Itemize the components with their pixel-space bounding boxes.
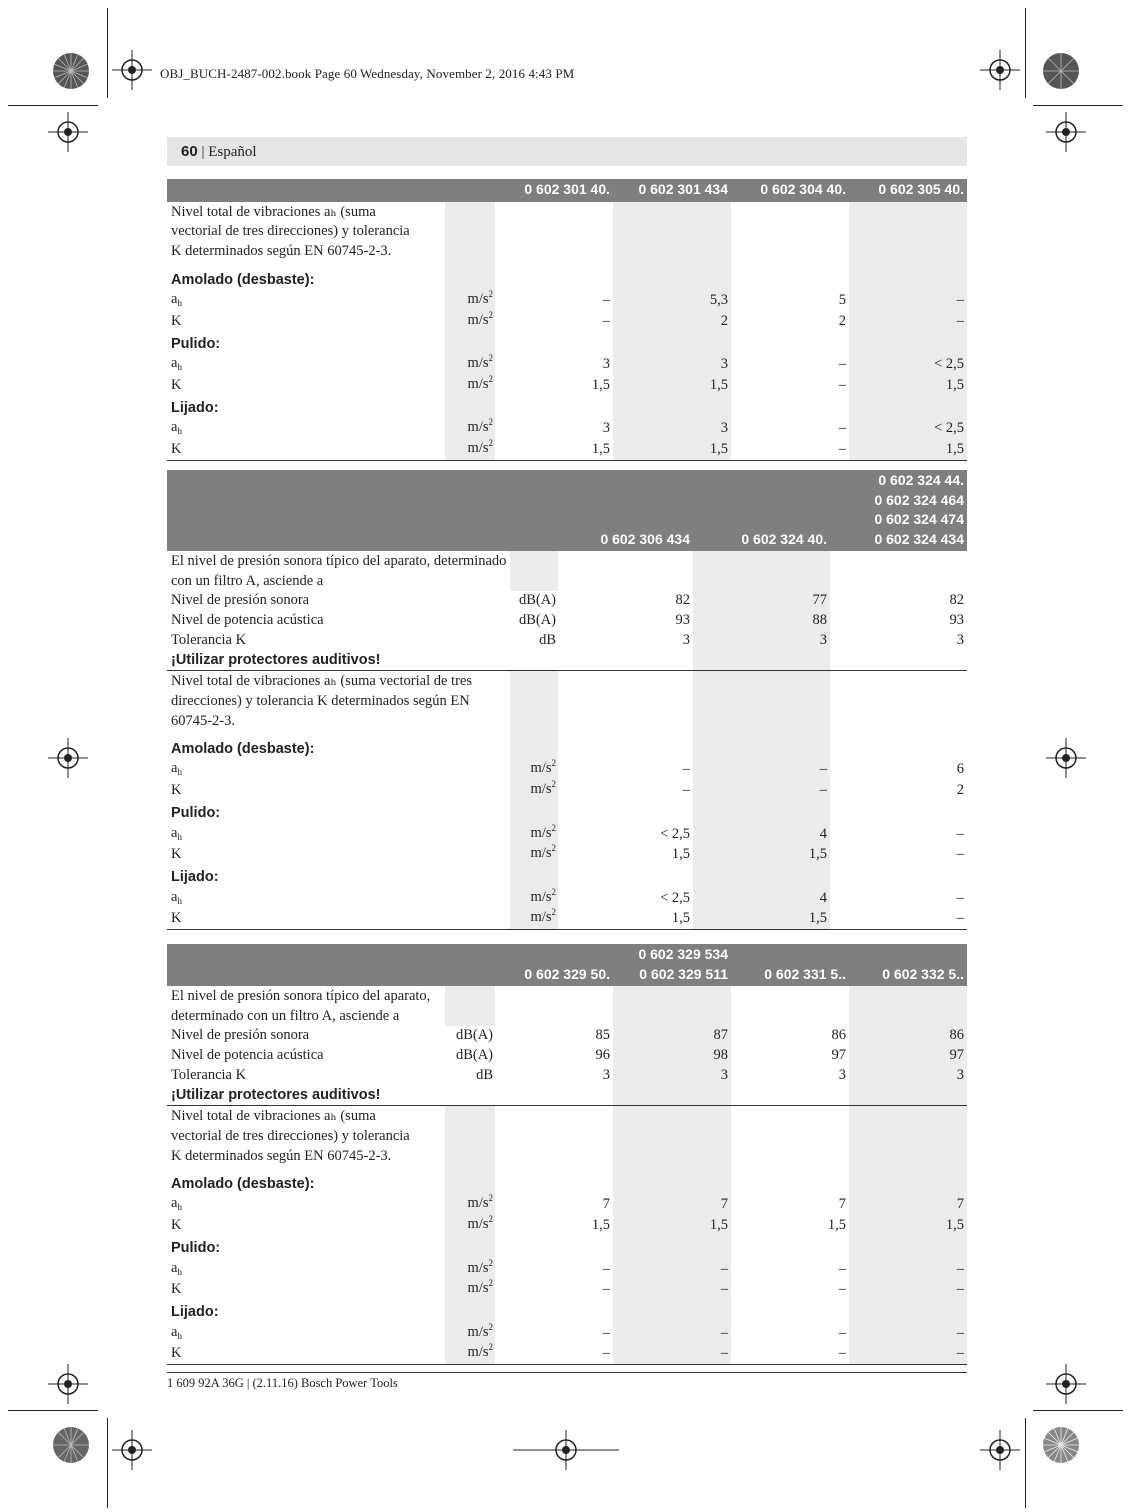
- value-cell: –: [602, 312, 610, 329]
- value-cell: –: [682, 761, 690, 778]
- value-cell: –: [838, 377, 846, 394]
- value-cell: 2: [956, 782, 964, 799]
- registration-mark-icon: [1046, 738, 1086, 778]
- column-header: 0 602 306 434: [558, 470, 693, 551]
- row-label: K: [167, 1343, 445, 1364]
- value-cell: 87: [613, 1026, 731, 1046]
- value-cell: –: [693, 759, 830, 780]
- value-cell: 2: [838, 312, 846, 329]
- column-header: 0 602 301 40.: [495, 179, 613, 202]
- value-cell: 86: [849, 1026, 967, 1046]
- value-cell: 1,5: [827, 1217, 846, 1234]
- value-cell: 7: [838, 1196, 846, 1213]
- value-cell: 1,5: [613, 439, 731, 460]
- unit-cell: $m/s^2$: [445, 311, 495, 332]
- table-row: [167, 1259, 967, 1280]
- value-cell: 5,3: [613, 290, 731, 311]
- table-row: [167, 202, 967, 268]
- row-label: K: [171, 377, 182, 394]
- starburst-mark-icon: [52, 52, 90, 90]
- table-row: [167, 418, 967, 439]
- value-cell: 98: [613, 1046, 731, 1066]
- crop-line: [8, 1410, 98, 1411]
- section-label: Amolado (desbaste):: [171, 1175, 315, 1192]
- value-cell: –: [613, 1279, 731, 1300]
- value-cell: 1,5: [849, 439, 967, 460]
- section-label: Amolado (desbaste):: [171, 740, 315, 757]
- value-cell: –: [495, 1343, 613, 1364]
- crop-line: [1025, 8, 1026, 98]
- unit-cell: $m/s^2$: [510, 759, 558, 780]
- row-label: $a_h$: [171, 1323, 182, 1341]
- value-cell: –: [602, 1281, 610, 1298]
- spec-table-1: [167, 179, 967, 461]
- value-cell: –: [849, 1279, 967, 1300]
- registration-mark-icon: [980, 50, 1020, 90]
- unit-cell: $m/s^2$: [510, 888, 558, 909]
- value-cell: –: [849, 311, 967, 332]
- table-header-row: [167, 179, 967, 202]
- value-cell: –: [849, 1259, 967, 1280]
- row-label: Tolerancia K: [171, 1066, 247, 1083]
- value-cell: 3: [956, 631, 964, 648]
- column-header: 0 602 329 50.: [495, 944, 613, 986]
- value-cell: 1,5: [495, 439, 613, 460]
- row-label: Nivel de potencia acústica: [171, 612, 324, 629]
- value-cell: 85: [595, 1027, 610, 1044]
- value-cell: 88: [693, 611, 830, 631]
- table-row: [167, 671, 967, 737]
- section-row: [167, 737, 967, 760]
- starburst-mark-icon: [1042, 1426, 1080, 1464]
- column-header: 0 602 301 434: [613, 179, 731, 202]
- crop-line: [1033, 105, 1123, 106]
- value-cell: 3: [693, 631, 830, 651]
- value-cell: < 2,5: [849, 418, 967, 439]
- column-header: 0 602 305 40.: [849, 179, 967, 202]
- registration-mark-icon: [48, 738, 88, 778]
- value-cell: 97: [831, 1047, 846, 1064]
- value-cell: –: [602, 1260, 610, 1277]
- value-cell: 97: [849, 1046, 967, 1066]
- value-cell: 3: [602, 1066, 610, 1083]
- unit-cell: $m/s^2$: [445, 354, 495, 375]
- registration-mark-icon: [1046, 1364, 1086, 1404]
- value-cell: 82: [949, 592, 964, 609]
- table-row: [167, 439, 967, 460]
- column-header: 0 602 331 5..: [731, 944, 849, 986]
- value-cell: –: [830, 908, 967, 929]
- row-label: $a_h$: [171, 355, 182, 373]
- row-label: Nivel de presión sonora: [171, 592, 310, 609]
- section-row: [167, 1172, 967, 1195]
- spec-table-2: [167, 470, 967, 930]
- ear-protection-warning: ¡Utilizar protectores auditivos!: [171, 1086, 381, 1103]
- section-label: Pulido:: [171, 335, 221, 352]
- section-row: [167, 396, 967, 419]
- table-row: [167, 290, 967, 311]
- value-cell: 3: [602, 356, 610, 373]
- value-cell: 5: [838, 292, 846, 309]
- vibration-description: Nivel total de vibraciones aₕ (suma vectorial de tres direcciones) y tolerancia K determinados según EN 60745-2-3.: [171, 203, 410, 259]
- table-row: [167, 1066, 967, 1086]
- table-row: [167, 651, 967, 671]
- value-cell: 1,5: [693, 908, 830, 929]
- column-header: 0 602 324 44. 0 602 324 464 0 602 324 474 0 602 324 434: [830, 470, 967, 551]
- value-cell: 1,5: [671, 846, 690, 863]
- header-language: Español: [208, 144, 257, 160]
- spec-table-3: [167, 944, 967, 1365]
- header-separator: |: [197, 144, 209, 160]
- crop-line: [1033, 1410, 1123, 1411]
- value-cell: 1,5: [613, 375, 731, 396]
- table-row: [167, 1026, 967, 1046]
- unit-cell: $m/s^2$: [445, 1194, 495, 1215]
- unit-cell: dB(A): [518, 592, 556, 609]
- registration-mark-icon: [980, 1430, 1020, 1470]
- value-cell: 3: [838, 1066, 846, 1083]
- section-row: [167, 1300, 967, 1323]
- value-cell: 3: [849, 1066, 967, 1086]
- registration-mark-icon: [112, 50, 152, 90]
- unit-cell: $m/s^2$: [510, 780, 558, 801]
- value-cell: 1,5: [591, 1217, 610, 1234]
- row-label: $a_h$: [171, 824, 182, 842]
- value-cell: –: [849, 1343, 967, 1364]
- value-cell: 1,5: [558, 908, 693, 929]
- row-label: Nivel de presión sonora: [171, 1027, 310, 1044]
- unit-cell: $m/s^2$: [510, 908, 558, 929]
- value-cell: 93: [675, 612, 690, 629]
- value-cell: 93: [949, 612, 964, 629]
- value-cell: 3: [682, 631, 690, 648]
- value-cell: 7: [613, 1194, 731, 1215]
- row-label: $a_h$: [171, 760, 182, 778]
- column-header: 0 602 324 40.: [693, 470, 830, 551]
- registration-mark-icon: [1046, 112, 1086, 152]
- table-row: [167, 986, 967, 1026]
- value-cell: –: [956, 889, 964, 906]
- row-label: Nivel de potencia acústica: [171, 1047, 324, 1064]
- value-cell: –: [731, 439, 849, 460]
- table-row: [167, 1323, 967, 1344]
- table-row: [167, 888, 967, 909]
- section-label: Amolado (desbaste):: [171, 271, 315, 288]
- noise-description: El nivel de presión sonora típico del aparato, determinado con un filtro A, asciende a: [171, 553, 507, 589]
- table-header-row: [167, 470, 967, 551]
- section-row: [167, 865, 967, 888]
- registration-mark-icon: [48, 112, 88, 152]
- unit-cell: $m/s^2$: [445, 1279, 495, 1300]
- table-row: [167, 591, 967, 611]
- unit-cell: $m/s^2$: [510, 824, 558, 845]
- value-cell: 1,5: [591, 377, 610, 394]
- value-cell: 7: [602, 1196, 610, 1213]
- value-cell: –: [838, 1324, 846, 1341]
- table-row: [167, 1215, 967, 1236]
- value-cell: –: [613, 1343, 731, 1364]
- value-cell: 7: [849, 1194, 967, 1215]
- unit-cell: $m/s^2$: [445, 1323, 495, 1344]
- table-row: [167, 844, 967, 865]
- page-number: 60: [181, 143, 198, 160]
- table-row: [167, 1106, 967, 1172]
- value-cell: 4: [693, 824, 830, 845]
- unit-cell: dB: [539, 631, 556, 648]
- value-cell: –: [731, 1343, 849, 1364]
- value-cell: –: [956, 846, 964, 863]
- unit-cell: $m/s^2$: [445, 439, 495, 460]
- value-cell: 3: [602, 420, 610, 437]
- value-cell: 82: [675, 592, 690, 609]
- unit-cell: dB(A): [455, 1047, 493, 1064]
- vibration-description: Nivel total de vibraciones aₕ (suma vectorial de tres direcciones) y tolerancia K determinados según EN 60745-2-3.: [167, 671, 510, 737]
- row-label: $a_h$: [171, 888, 182, 906]
- value-cell: 86: [831, 1027, 846, 1044]
- value-cell: 4: [693, 888, 830, 909]
- unit-cell: $m/s^2$: [510, 844, 558, 865]
- unit-cell: $m/s^2$: [445, 1259, 495, 1280]
- crop-line: [8, 105, 98, 106]
- page-footer: 1 609 92A 36G | (2.11.16) Bosch Power Tools: [167, 1372, 967, 1391]
- registration-mark-icon: [48, 1364, 88, 1404]
- value-cell: 1,5: [849, 1215, 967, 1236]
- table-row: [167, 611, 967, 631]
- row-label: $a_h$: [171, 419, 182, 437]
- crop-line: [107, 8, 108, 98]
- page-header: [167, 137, 967, 166]
- table-row: [167, 1086, 967, 1106]
- value-cell: 1,5: [849, 375, 967, 396]
- value-cell: –: [613, 1259, 731, 1280]
- section-label: Lijado:: [171, 399, 219, 416]
- section-label: Lijado:: [171, 868, 219, 885]
- section-label: Pulido:: [171, 804, 221, 821]
- unit-cell: $m/s^2$: [445, 1343, 495, 1364]
- value-cell: –: [838, 1260, 846, 1277]
- row-label: K: [167, 439, 445, 460]
- row-label: K: [171, 1281, 182, 1298]
- table-row: [167, 354, 967, 375]
- row-label: K: [167, 908, 510, 929]
- vibration-description: Nivel total de vibraciones aₕ (suma vectorial de tres direcciones) y tolerancia K determinados según EN 60745-2-3.: [167, 1106, 445, 1172]
- value-cell: –: [838, 356, 846, 373]
- crop-line: [1025, 1418, 1026, 1508]
- section-row: [167, 268, 967, 291]
- crop-line: [107, 1418, 108, 1508]
- value-cell: –: [956, 825, 964, 842]
- value-cell: –: [693, 780, 830, 801]
- unit-cell: dB: [476, 1066, 493, 1083]
- table-row: [167, 908, 967, 929]
- table-row: [167, 551, 967, 591]
- section-row: [167, 1236, 967, 1259]
- row-label: Tolerancia K: [171, 631, 247, 648]
- value-cell: 3: [613, 354, 731, 375]
- column-header: 0 602 332 5..: [849, 944, 967, 986]
- value-cell: 3: [613, 1066, 731, 1086]
- unit-cell: $m/s^2$: [445, 290, 495, 311]
- value-cell: 6: [956, 761, 964, 778]
- value-cell: –: [682, 782, 690, 799]
- table-row: [167, 824, 967, 845]
- section-row: [167, 801, 967, 824]
- value-cell: 96: [595, 1047, 610, 1064]
- section-label: Pulido:: [171, 1239, 221, 1256]
- row-label: K: [171, 846, 182, 863]
- table-row: [167, 311, 967, 332]
- registration-mark-icon: [112, 1430, 152, 1470]
- table-row: [167, 1279, 967, 1300]
- row-label: K: [171, 1217, 182, 1234]
- unit-cell: $m/s^2$: [445, 375, 495, 396]
- value-cell: 1,5: [613, 1215, 731, 1236]
- value-cell: –: [849, 1323, 967, 1344]
- value-cell: < 2,5: [660, 825, 690, 842]
- section-label: Lijado:: [171, 1303, 219, 1320]
- table-row: [167, 780, 967, 801]
- table-row: [167, 759, 967, 780]
- row-label: K: [171, 312, 182, 329]
- row-label: K: [171, 782, 182, 799]
- value-cell: 2: [613, 311, 731, 332]
- table-row: [167, 1343, 967, 1364]
- value-cell: –: [838, 420, 846, 437]
- table-row: [167, 1046, 967, 1066]
- table-header-row: [167, 944, 967, 986]
- row-label: $a_h$: [171, 291, 182, 309]
- column-header: 0 602 329 534 0 602 329 511: [613, 944, 731, 986]
- value-cell: 1,5: [693, 844, 830, 865]
- starburst-mark-icon: [52, 1426, 90, 1464]
- row-label: $a_h$: [171, 1195, 182, 1213]
- registration-mark-icon: [513, 1430, 619, 1470]
- value-cell: –: [613, 1323, 731, 1344]
- ear-protection-warning: ¡Utilizar protectores auditivos!: [171, 651, 381, 668]
- table-row: [167, 1194, 967, 1215]
- value-cell: –: [602, 292, 610, 309]
- value-cell: < 2,5: [660, 889, 690, 906]
- noise-description: El nivel de presión sonora típico del aparato, determinado con un filtro A, asciende a: [171, 988, 431, 1024]
- unit-cell: $m/s^2$: [445, 418, 495, 439]
- value-cell: –: [849, 290, 967, 311]
- starburst-mark-icon: [1042, 52, 1080, 90]
- row-label: $a_h$: [171, 1259, 182, 1277]
- table-row: [167, 375, 967, 396]
- unit-cell: dB(A): [455, 1027, 493, 1044]
- value-cell: –: [602, 1324, 610, 1341]
- table-row: [167, 631, 967, 651]
- value-cell: 77: [693, 591, 830, 611]
- value-cell: 3: [613, 418, 731, 439]
- value-cell: –: [838, 1281, 846, 1298]
- value-cell: < 2,5: [849, 354, 967, 375]
- unit-cell: dB(A): [518, 612, 556, 629]
- section-row: [167, 332, 967, 355]
- unit-cell: $m/s^2$: [445, 1215, 495, 1236]
- column-header: 0 602 304 40.: [731, 179, 849, 202]
- print-slug: OBJ_BUCH-2487-002.book Page 60 Wednesday, November 2, 2016 4:43 PM: [160, 66, 575, 81]
